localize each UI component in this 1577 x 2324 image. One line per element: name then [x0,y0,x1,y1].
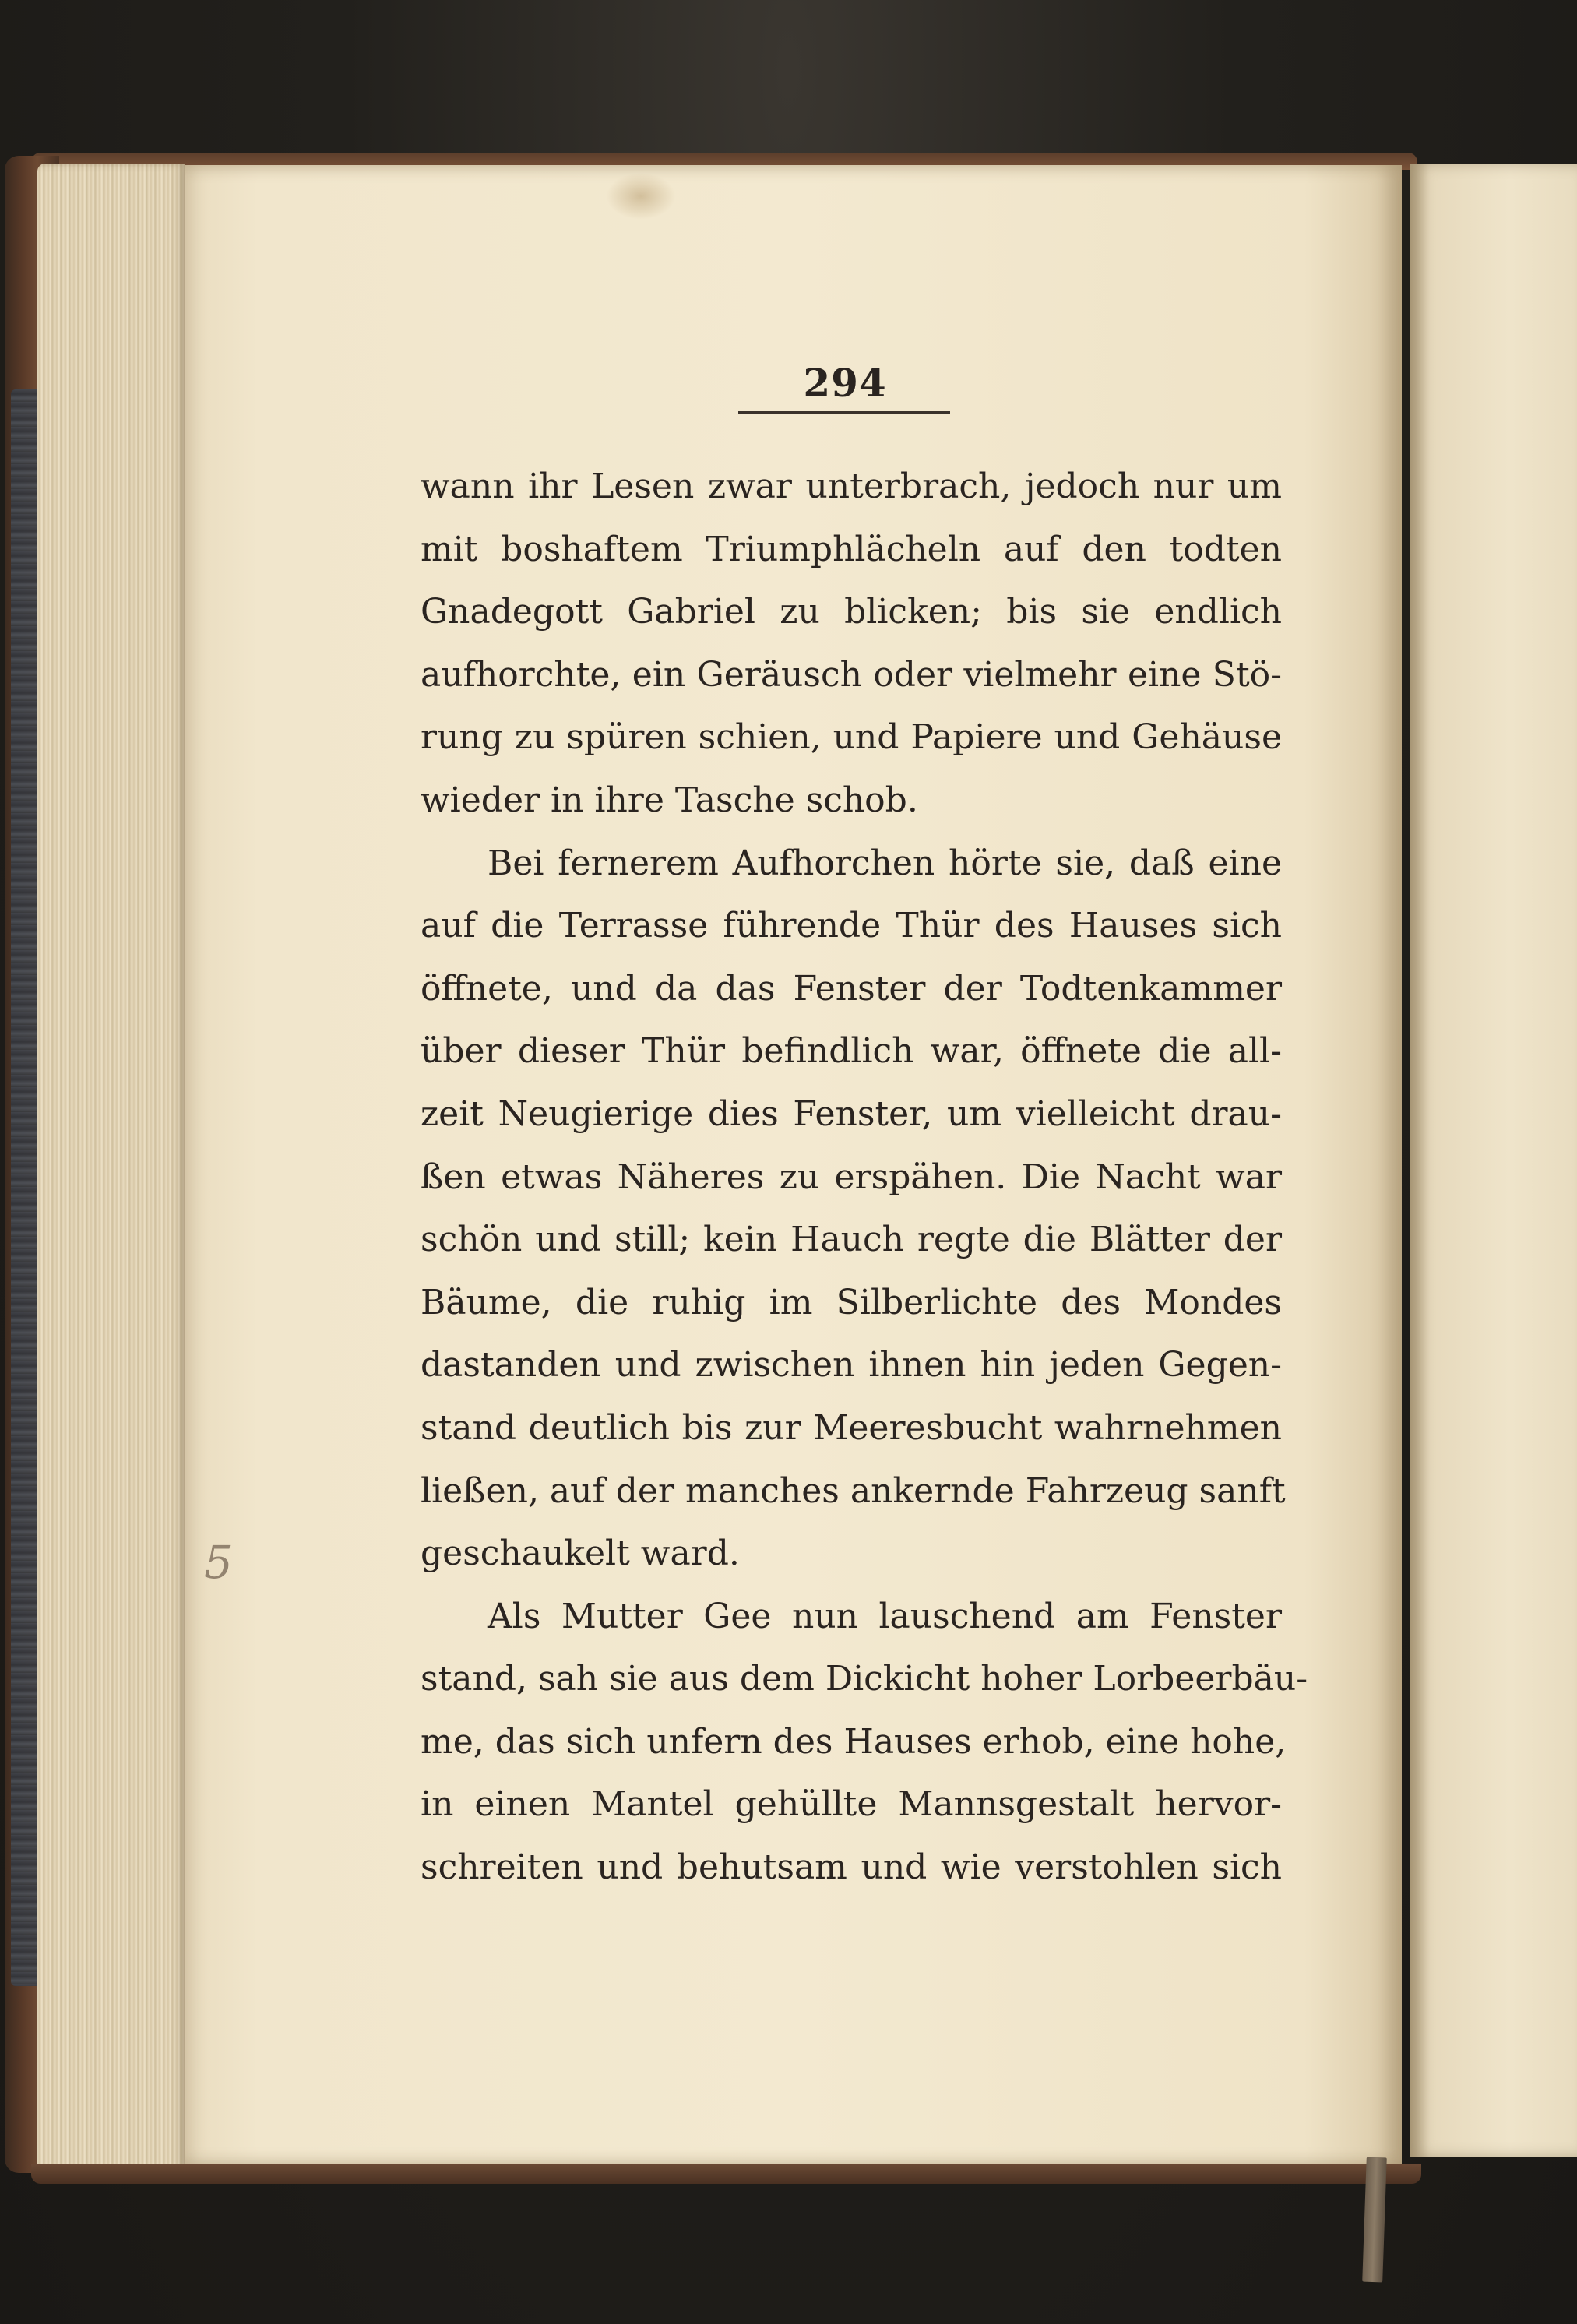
text-line: stand, sah sie aus dem Dickicht hoher Lorbeerbäu- [421,1659,1308,1699]
paragraph [421,456,1282,833]
text-line: me, das sich unfern des Hauses erhob, eine hohe, [421,1721,1287,1762]
text-line: ßen etwas Näheres zu erspähen. Die Nacht war [421,1157,1282,1197]
text-line: ließen, auf der manches ankernde Fahrzeug sanft [421,1470,1286,1511]
page-number: 294 [803,360,887,406]
text-line: rung zu spüren schien, und Papiere und Gehäuse [421,717,1282,758]
facing-page [1410,164,1577,2157]
text-line: Gnadegott Gabriel zu blicken; bis sie endlich [421,592,1282,632]
text-line: Bei fernerem Aufhorchen hörte sie, daß eine [488,843,1282,883]
text-line: wann ihr Lesen zwar unterbrach, jedoch nur um [421,467,1282,506]
text-line: zeit Neugierige dies Fenster, um vielleicht drau- [421,1093,1282,1134]
text-line: schön und still; kein Hauch regte die Blätter der [421,1220,1282,1260]
text-line: dastanden und zwischen ihnen hin jeden Gegen- [421,1345,1282,1386]
book-cover-bottom-edge [31,2164,1421,2184]
text-line: schreiten und behutsam und wie verstohlen sich [421,1847,1282,1888]
text-line: stand deutlich bis zur Meeresbucht wahrnehmen [421,1407,1282,1448]
text-line: Bäume, die ruhig im Silberlichte des Mondes [421,1282,1282,1322]
margin-pencil-mark: 5 [204,1536,233,1589]
text-line: geschaukelt ward. [421,1533,740,1574]
text-line: auf die Terrasse führende Thür des Hauses sich [421,906,1282,946]
text-line: öffnete, und da das Fenster der Todtenkammer [421,968,1282,1009]
text-line: Als Mutter Gee nun lauschend am Fenster [488,1596,1282,1636]
body-text [421,456,1308,1900]
paragraph [421,1586,1308,1900]
text-line: aufhorchte, ein Geräusch oder vielmehr eine Stö- [421,654,1282,695]
header-rule [738,411,950,414]
paragraph [421,833,1286,1586]
text-line: mit boshaftem Triumphlächeln auf den todten [421,529,1282,569]
page-stack-edges [37,164,185,2173]
text-line: über dieser Thür befindlich war, öffnete die all- [421,1031,1282,1072]
text-line: wieder in ihre Tasche schob. [421,780,918,820]
text-line: in einen Mantel gehüllte Mannsgestalt hervor- [421,1784,1282,1825]
